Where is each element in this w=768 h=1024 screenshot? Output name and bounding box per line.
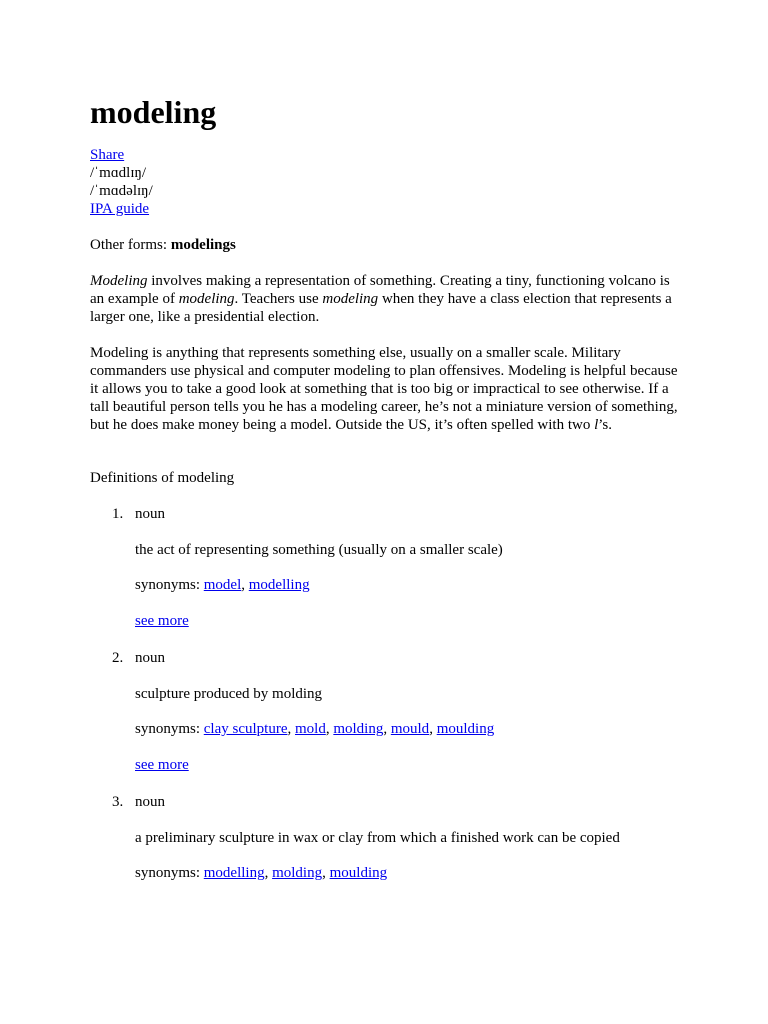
see-more-link[interactable]: see more xyxy=(135,757,189,773)
synonym-link[interactable]: clay sculpture xyxy=(203,721,288,737)
long-text-2: l xyxy=(594,417,599,433)
other-forms-value: modelings xyxy=(170,237,236,253)
synonym-link[interactable]: molding xyxy=(272,865,323,881)
part-of-speech: noun xyxy=(135,794,165,810)
see-more-link[interactable]: see more xyxy=(135,613,189,629)
definition-text: a preliminary sculpture in wax or clay from which a finished work can be copied xyxy=(135,830,620,846)
other-forms xyxy=(90,236,236,254)
synonyms-line: synonyms: clay sculpture, mold, molding, mould, moulding xyxy=(135,721,495,737)
intro-text-3: modeling xyxy=(178,291,235,307)
intro-text-1: Modeling xyxy=(90,273,148,289)
synonym-link[interactable]: molding xyxy=(333,721,384,737)
long-text-3: ’s. xyxy=(598,417,613,433)
ipa-guide-link[interactable]: IPA guide xyxy=(90,201,150,217)
long-paragraph xyxy=(90,344,680,434)
synonym-link[interactable]: moulding xyxy=(436,721,495,737)
page-title: modeling xyxy=(90,94,217,130)
definitions-heading: Definitions of modeling xyxy=(90,470,235,486)
definition-number: 1. xyxy=(112,506,124,522)
synonym-link[interactable]: moulding xyxy=(329,865,388,881)
definition-number: 3. xyxy=(112,794,124,810)
synonyms-line: synonyms: modelling, molding, moulding xyxy=(135,865,388,881)
definition-number: 2. xyxy=(112,650,124,666)
entry-header xyxy=(90,146,153,218)
synonym-link[interactable]: modelling xyxy=(203,865,265,881)
intro-paragraph xyxy=(90,272,680,326)
long-text-1: Modeling is anything that represents something else, usually on a smaller scale. Military commanders use physical and computer modeling to plan offensives. Modeling is helpful because it allows you to take a good look at something that is too big or impractical to see otherwise. If a tall beautiful person tells you he has a modeling career, he’s not a miniature version of something, but he does make money being a model. Outside the US, it’s often spelled with two xyxy=(90,345,678,433)
synonym-link[interactable]: modelling xyxy=(248,577,310,593)
intro-text-6: when they have a class election that represents a larger one, like a presidential election. xyxy=(90,291,672,325)
synonym-link[interactable]: mould xyxy=(390,721,430,737)
synonyms-label: synonyms: xyxy=(135,721,201,737)
definition-text: the act of representing something (usually on a smaller scale) xyxy=(135,542,503,558)
part-of-speech: noun xyxy=(135,506,165,522)
intro-text-4: . Teachers use xyxy=(234,291,323,307)
share-link[interactable]: Share xyxy=(90,147,125,163)
definition-text: sculpture produced by molding xyxy=(135,686,323,702)
other-forms-label: Other forms: xyxy=(90,237,168,253)
intro-text-2: involves making a representation of something. Creating a tiny, functioning volcano is an example of xyxy=(90,273,670,307)
synonym-link[interactable]: model xyxy=(203,577,242,593)
intro-text-5: modeling xyxy=(322,291,379,307)
part-of-speech: noun xyxy=(135,650,165,666)
synonyms-label: synonyms: xyxy=(135,865,201,881)
pronunciation-1: /ˈmɑdlɪŋ/ xyxy=(90,165,147,181)
pronunciation-2: /ˈmɑdəlɪŋ/ xyxy=(90,183,153,199)
synonyms-line: synonyms: model, modelling xyxy=(135,577,310,593)
synonyms-label: synonyms: xyxy=(135,577,201,593)
synonym-link[interactable]: mold xyxy=(294,721,326,737)
